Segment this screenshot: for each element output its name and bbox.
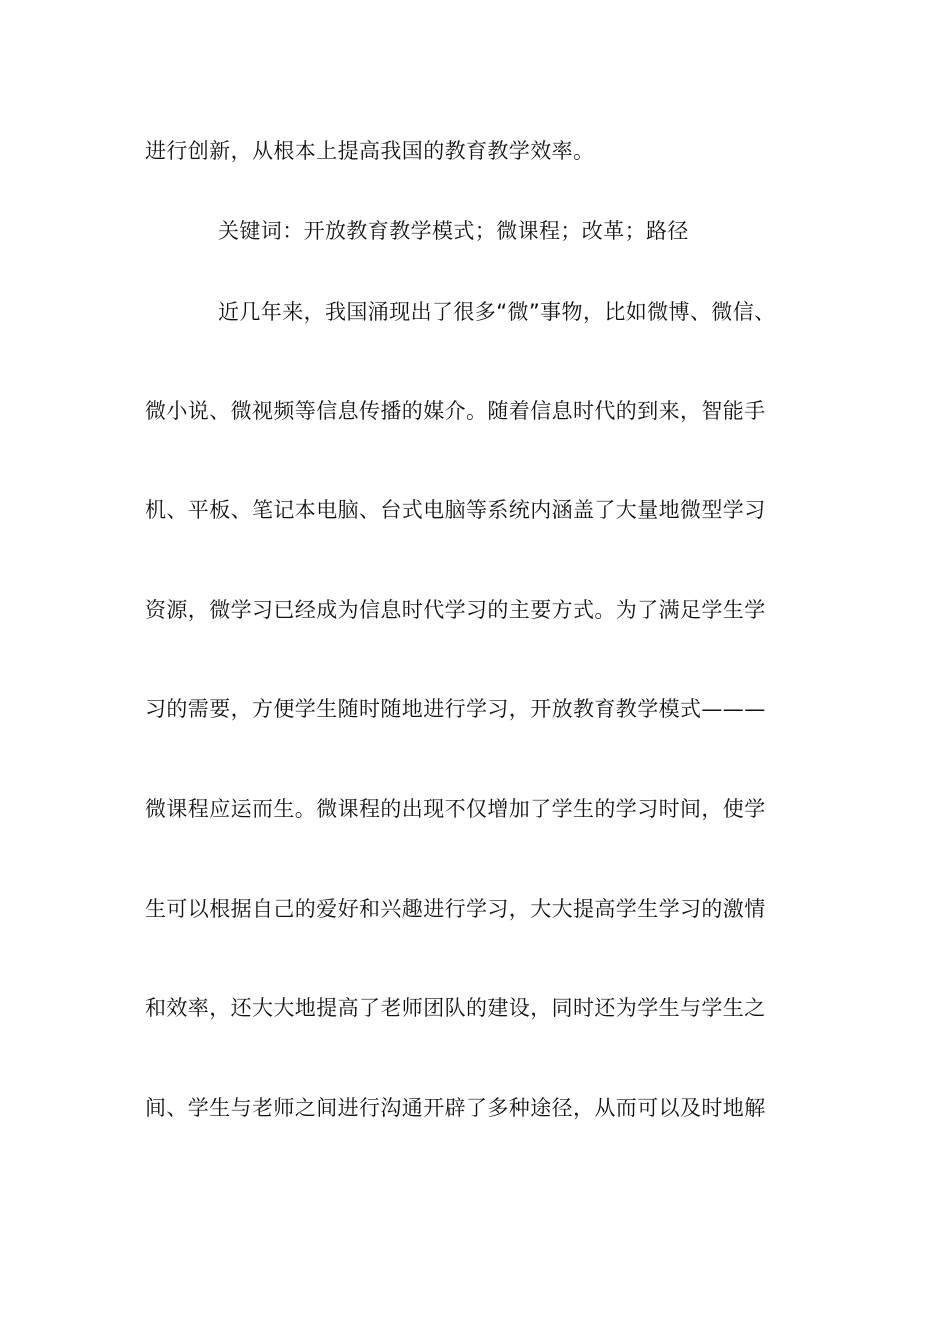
paragraph-line: 习的需要，方便学生随时随地进行学习，开放教育教学模式——— <box>145 697 766 721</box>
paragraph-line: 和效率，还大大地提高了老师团队的建设，同时还为学生与学生之 <box>145 996 766 1020</box>
paragraph-line: 资源，微学习已经成为信息时代学习的主要方式。为了满足学生学 <box>145 598 766 622</box>
paragraph-line: 近几年来，我国涌现出了很多“微”事物，比如微博、微信、 <box>218 300 776 324</box>
keywords-line: 关键词：开放教育教学模式；微课程；改革；路径 <box>218 219 689 243</box>
paragraph-line: 间、学生与老师之间进行沟通开辟了多种途径，从而可以及时地解 <box>145 1096 766 1120</box>
paragraph-line: 微小说、微视频等信息传播的媒介。随着信息时代的到来，智能手 <box>145 399 766 423</box>
paragraph-line: 微课程应运而生。微课程的出现不仅增加了学生的学习时间，使学 <box>145 797 766 821</box>
paragraph-line: 机、平板、笔记本电脑、台式电脑等系统内涵盖了大量地微型学习 <box>145 498 766 522</box>
paragraph-line: 进行创新，从根本上提高我国的教育教学效率。 <box>145 139 595 163</box>
paragraph-line: 生可以根据自己的爱好和兴趣进行学习，大大提高学生学习的激情 <box>145 897 766 921</box>
